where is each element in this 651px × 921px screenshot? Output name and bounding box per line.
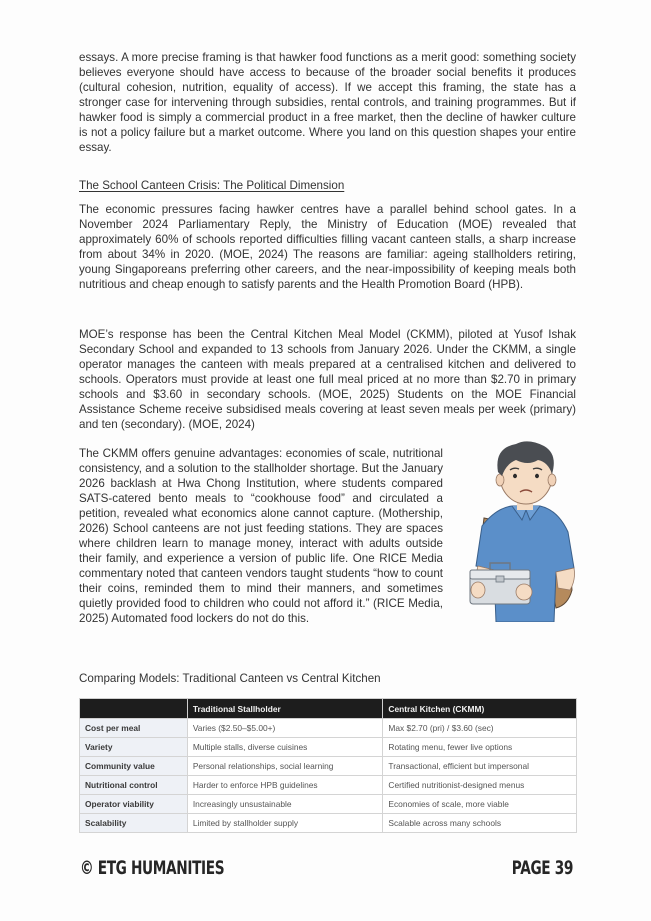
table-caption: Comparing Models: Traditional Canteen vs Central Kitchen <box>79 672 381 685</box>
footer-copyright: © ETG HUMANITIES <box>80 857 225 879</box>
row-label: Community value <box>80 757 188 776</box>
table-cell: Rotating menu, fewer live options <box>383 738 577 757</box>
table-cell: Max $2.70 (pri) / $3.60 (sec) <box>383 719 577 738</box>
table-cell: Personal relationships, social learning <box>187 757 383 776</box>
table-cell: Scalable across many schools <box>383 814 577 833</box>
table-row <box>80 738 577 757</box>
table-row <box>80 814 577 833</box>
table-cell: Multiple stalls, diverse cuisines <box>187 738 383 757</box>
table-header-row <box>80 699 577 719</box>
section-heading: The School Canteen Crisis: The Political Dimension <box>79 179 345 192</box>
table-cell: Economies of scale, more viable <box>383 795 577 814</box>
row-label: Cost per meal <box>80 719 188 738</box>
table-header-cell <box>80 699 188 719</box>
sad-student-illustration <box>456 440 596 622</box>
row-label: Nutritional control <box>80 776 188 795</box>
intro-paragraph: essays. A more precise framing is that hawker food functions as a merit good: something society believes everyone should have access to because of the broader social benefits it produces (cultural cohesion, nutrition, equality of access). If we accept this framing, the state has a stronger case for intervening through subsidies, rental controls, and training programmes. But if hawker food is simply a commercial product in a free market, then the decline of hawker culture is not a policy failure but a market outcome. Where you land on this question shapes your entire essay. <box>79 51 576 154</box>
table-cell: Certified nutritionist-designed menus <box>383 776 577 795</box>
paragraph-canteen-crisis: The economic pressures facing hawker centres have a parallel behind school gates. In a November 2024 Parliamentary Reply, the Ministry of Education (MOE) revealed that approximately 60% of schools reported difficulties filling vacant canteen stalls, a sharp increase from about 34% in 2020. (MOE, 2024) The reasons are familiar: ageing stallholders retiring, young Singaporeans preferring other careers, and the near-impossibility of keeping meals both nutritious and cheap enough to satisfy parents and the Health Promotion Board (HPB). <box>79 203 576 291</box>
table-cell: Increasingly unsustainable <box>187 795 383 814</box>
footer-page-number: PAGE 39 <box>511 857 573 879</box>
row-label: Operator viability <box>80 795 188 814</box>
table-row <box>80 795 577 814</box>
table-header-cell: Traditional Stallholder <box>187 699 383 719</box>
table-cell: Limited by stallholder supply <box>187 814 383 833</box>
paragraph-ckmm-advantages: The CKMM offers genuine advantages: economies of scale, nutritional consistency, and a solution to the stallholder shortage. But the January 2026 backlash at Hwa Chong Institution, where students compared SATS-catered bento meals to “cookhouse food” and circulated a petition, revealed what economics alone cannot capture. (Mothership, 2026) School canteens are not just feeding stations. They are spaces where children learn to manage money, interact with adults outside their family, and experience a version of public life. One RICE Media commentary noted that canteen vendors taught students “how to count their coins, reminded them to mind their manners, and sometimes quietly provided food to children who could not afford it.” (RICE Media, 2025) Automated food lockers do not do this. <box>79 447 443 625</box>
paragraph-ckmm-response: MOE’s response has been the Central Kitchen Meal Model (CKMM), piloted at Yusof Ishak Secondary School and expanded to 13 schools from January 2026. Under the CKMM, a single operator manages the canteen with meals prepared at a centralised kitchen and delivered to schools. Operators must provide at least one full meal priced at no more than $2.70 in primary schools and $3.60 in secondary schools. (MOE, 2025) Students on the MOE Financial Assistance Scheme receive subsidised meals covering at least seven meals per week (primary) and ten (secondary). (MOE, 2024) <box>79 328 576 431</box>
table-row <box>80 757 577 776</box>
table-row <box>80 776 577 795</box>
table-header-cell: Central Kitchen (CKMM) <box>383 699 577 719</box>
row-label: Scalability <box>80 814 188 833</box>
comparison-table <box>79 698 577 833</box>
table-cell: Transactional, efficient but impersonal <box>383 757 577 776</box>
table-cell: Harder to enforce HPB guidelines <box>187 776 383 795</box>
table-row <box>80 719 577 738</box>
table-cell: Varies ($2.50–$5.00+) <box>187 719 383 738</box>
row-label: Variety <box>80 738 188 757</box>
